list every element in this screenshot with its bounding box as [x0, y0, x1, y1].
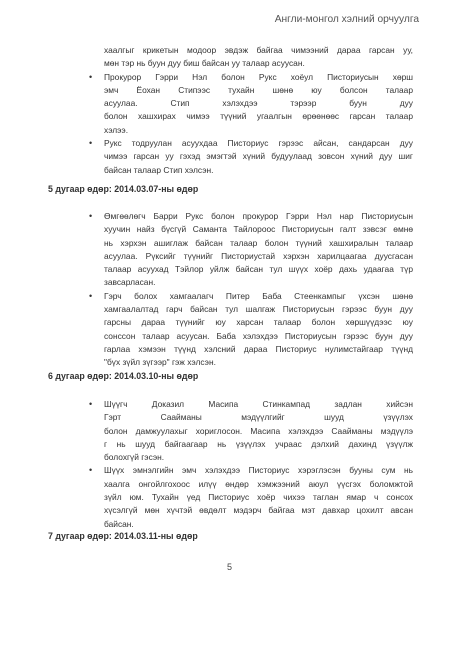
section-day6	[0, 398, 459, 531]
section-day5	[0, 210, 459, 370]
text-line: талаар асуухад Тэйлор уйлж байсан тул шүүх хоёр дахь удаагаа түр	[104, 264, 413, 275]
list-item	[0, 137, 459, 177]
text-line: гарсны дараа түүнийг юу харсан талаар болон хөршүүдээс юу	[104, 317, 413, 328]
text-line: эмч Ёохан Стипээс тухайн шөнө юу болсон талаар	[104, 84, 413, 95]
text-line: завсарласан.	[104, 277, 156, 288]
bullet-icon: •	[89, 399, 93, 409]
text-line: нь хэрхэн ашиглаж байсан талаар болон түүний хашхиралын талаар	[104, 237, 413, 248]
list-item	[0, 71, 459, 137]
text-line: асуулаа. Рүксийг түүнийг Писториустай хэрхэн харилцаагаа дуусгасан	[104, 250, 413, 261]
list-item	[0, 464, 459, 530]
bullet-list	[0, 44, 459, 177]
text-line: Шүүх эмнэлгийн эмч хэлэхдээ Писториус хэрэглэсэн бууны сум нь	[104, 465, 413, 476]
text-line: г нь шууд байгаагаар нь үзүүлэх учраас дэлхий дахинд үзүүлж	[104, 438, 413, 449]
page-number: 5	[226, 562, 232, 572]
text-line: хэлээ.	[104, 124, 129, 135]
text-line: чимээ гарсан уу гэхэд эмэгтэй хүний будуулаад зовсон хүний дуу шиг	[104, 151, 413, 162]
text-line: хамгаалалтад гарч байсан тул шалгаж Писториусын гэрээс буун дуу	[104, 304, 413, 315]
list-item	[0, 398, 459, 464]
section-heading-day6: 6 дугаар өдөр: 2014.03.10-ны өдөр	[48, 371, 199, 381]
page-header: Англи-монгол хэлний орчуулга	[274, 14, 419, 25]
text-line: хаалгыг крикетын модоор эвдэж байгаа чимээний дараа гарсан уу,	[104, 45, 413, 55]
text-line: Рукс тодруулан асуухдаа Писториус гэрээс айсан, сандарсан дуу	[104, 138, 413, 149]
text-line: "бүх зүйл зүгээр" гэж хэлсэн.	[104, 357, 216, 368]
section-heading-day7: 7 дугаар өдөр: 2014.03.11-ны өдөр	[48, 531, 198, 541]
text-line: байсан талаар Стип хэлсэн.	[104, 164, 214, 175]
bullet-icon: •	[89, 290, 93, 301]
bullet-icon: •	[89, 211, 93, 221]
text-line: байсан.	[104, 518, 134, 529]
list-item	[0, 290, 459, 370]
text-line: Прокурор Гэрри Нэл болон Рукс хоёул Писториусын хөрш	[104, 71, 413, 82]
text-line: Өмгөөлөгч Барри Рукс болон прокурор Гэрри Нэл нар Писториусын	[104, 211, 413, 221]
bullet-list	[0, 398, 459, 531]
text-line: болохгүй гэсэн.	[104, 452, 165, 463]
bullet-icon: •	[89, 138, 93, 149]
text-line: болон дамжуулахыг хориглосон. Масипа хэлэхдээ Саайманы мэдүүлэ	[104, 425, 413, 436]
section-heading-day5: 5 дугаар өдөр: 2014.03.07-ны өдөр	[48, 184, 199, 194]
bullet-list	[0, 210, 459, 370]
bullet-icon: •	[89, 465, 93, 476]
text-line: Шүүгч Доказил Масипа Стинкампад задлан хийсэн	[104, 399, 413, 409]
text-line: зүйл юм. Тухайн үед Писториус хоёр чихээ таглан ямар ч сонсох	[104, 492, 413, 503]
text-line: хүсэлгүй мөн хүчтэй өвдөлт мэдэрч байгаа мэт давхар цохилт авсан	[104, 505, 413, 516]
list-item	[0, 210, 459, 290]
text-line: Гэрт Саайманы мэдүүлгийг шууд үзүүлэх	[104, 412, 413, 423]
text-line: мөн тэр нь буун дуу биш байсан уу талаар асуусан.	[104, 58, 305, 69]
text-line: хуучин найз бүсгүй Саманта Тайлороос Писториусын галт зэвсэг өмнө	[104, 224, 413, 235]
list-item	[0, 44, 459, 71]
text-line: сонссон талаар асуусан. Баба хэлэхдээ Писториусын гэрээс буун дуу	[104, 330, 413, 341]
text-line: гарлаа хэмээн түүнд хэлсний дараа Писториус нулимстайгаар түүнд	[104, 343, 413, 354]
text-line: асуулаа. Стип хэлэхдээ тэрээр буун дуу	[104, 98, 413, 109]
bullet-icon: •	[89, 71, 93, 82]
text-line: Гэрч болох хамгаалагч Питер Баба Стеенкампыг үхсэн шөнө	[104, 290, 413, 301]
text-line: болон хашхирах чимээ түүний угаалгын өрөөнөөс гарсан талаар	[104, 111, 413, 122]
section-top	[0, 44, 459, 177]
text-line: хаалга онгойлгохоос илүү өндөр хэмжээний аюул үүсгэх боломжтой	[104, 478, 413, 489]
